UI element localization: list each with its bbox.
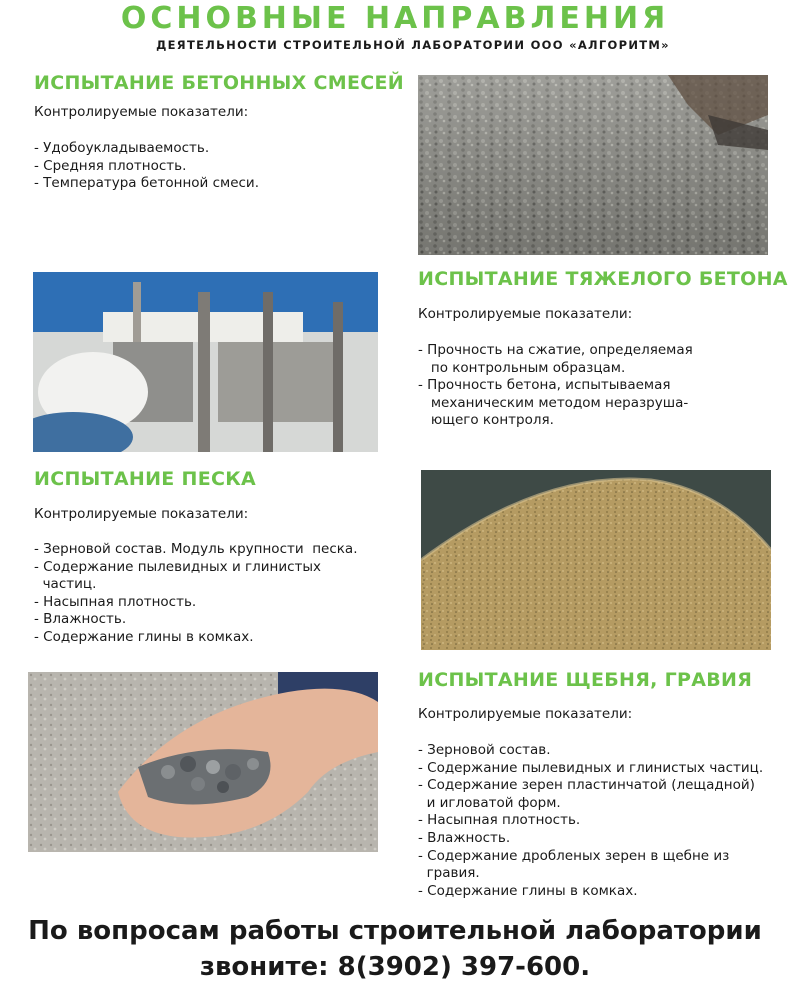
list-item: ющего контроля. [418,412,554,429]
list-item: - Влажность. [34,611,127,628]
list-item: - Содержание пылевидных и глинистых [34,558,322,575]
section-list-concrete-mix [34,140,259,193]
page-title: ОСНОВНЫЕ НАПРАВЛЕНИЯ [120,1,670,36]
sand-photo [421,470,771,650]
list-item: - Содержание глины в комках. [34,628,254,645]
list-item: - Насыпная плотность. [418,812,581,829]
section-title-heavy-concrete: ИСПЫТАНИЕ ТЯЖЕЛОГО БЕТОНА [418,268,788,290]
list-item: и игловатой форм. [418,794,561,811]
page-subtitle: ДЕЯТЕЛЬНОСТИ СТРОИТЕЛЬНОЙ ЛАБОРАТОРИИ ООО «АЛГОРИТМ» [156,38,670,52]
list-item: - Содержание глины в комках. [418,882,638,899]
list-item: частиц. [34,576,97,593]
section-label-sand: Контролируемые показатели: [34,506,249,522]
list-item: - Насыпная плотность. [34,593,197,610]
list-item: - Влажность. [418,829,511,846]
section-label-concrete-mix: Контролируемые показатели: [34,104,249,120]
list-item: - Удобоукладываемость. [34,140,210,156]
list-item: - Прочность бетона, испытываемая [418,377,671,394]
list-item: - Содержание пылевидных и глинистых частиц. [418,759,764,776]
section-list-crushed-stone [418,742,763,900]
list-item: - Температура бетонной смеси. [34,175,259,192]
concrete-press-photo [33,272,378,452]
list-item: - Зерновой состав. [418,742,551,758]
section-title-crushed-stone: ИСПЫТАНИЕ ЩЕБНЯ, ГРАВИЯ [418,669,753,691]
list-item: - Содержание зерен пластинчатой (лещадной) [418,777,755,794]
section-title-concrete-mix: ИСПЫТАНИЕ БЕТОННЫХ СМЕСЕЙ [34,72,404,94]
crushed-stone-photo [28,672,378,852]
section-label-heavy-concrete: Контролируемые показатели: [418,306,633,322]
footer-contact-line: По вопросам работы строительной лаборатории [28,916,762,946]
footer-phone: звоните: 8(3902) 397-600. [199,952,591,982]
list-item: гравия. [418,865,480,882]
list-item: - Зерновой состав. Модуль крупности песка. [34,541,358,557]
list-item: - Содержание дробленых зерен в щебне из [418,847,730,864]
section-title-sand: ИСПЫТАНИЕ ПЕСКА [34,468,257,490]
list-item: механическим методом неразруша- [418,394,689,411]
list-item: - Средняя плотность. [34,157,187,174]
section-label-crushed-stone: Контролируемые показатели: [418,706,633,722]
list-item: - Прочность на сжатие, определяемая [418,342,693,358]
list-item: по контрольным образцам. [418,359,626,376]
section-list-sand [34,541,358,647]
section-list-heavy-concrete [418,342,693,430]
concrete-mix-photo [418,75,768,255]
